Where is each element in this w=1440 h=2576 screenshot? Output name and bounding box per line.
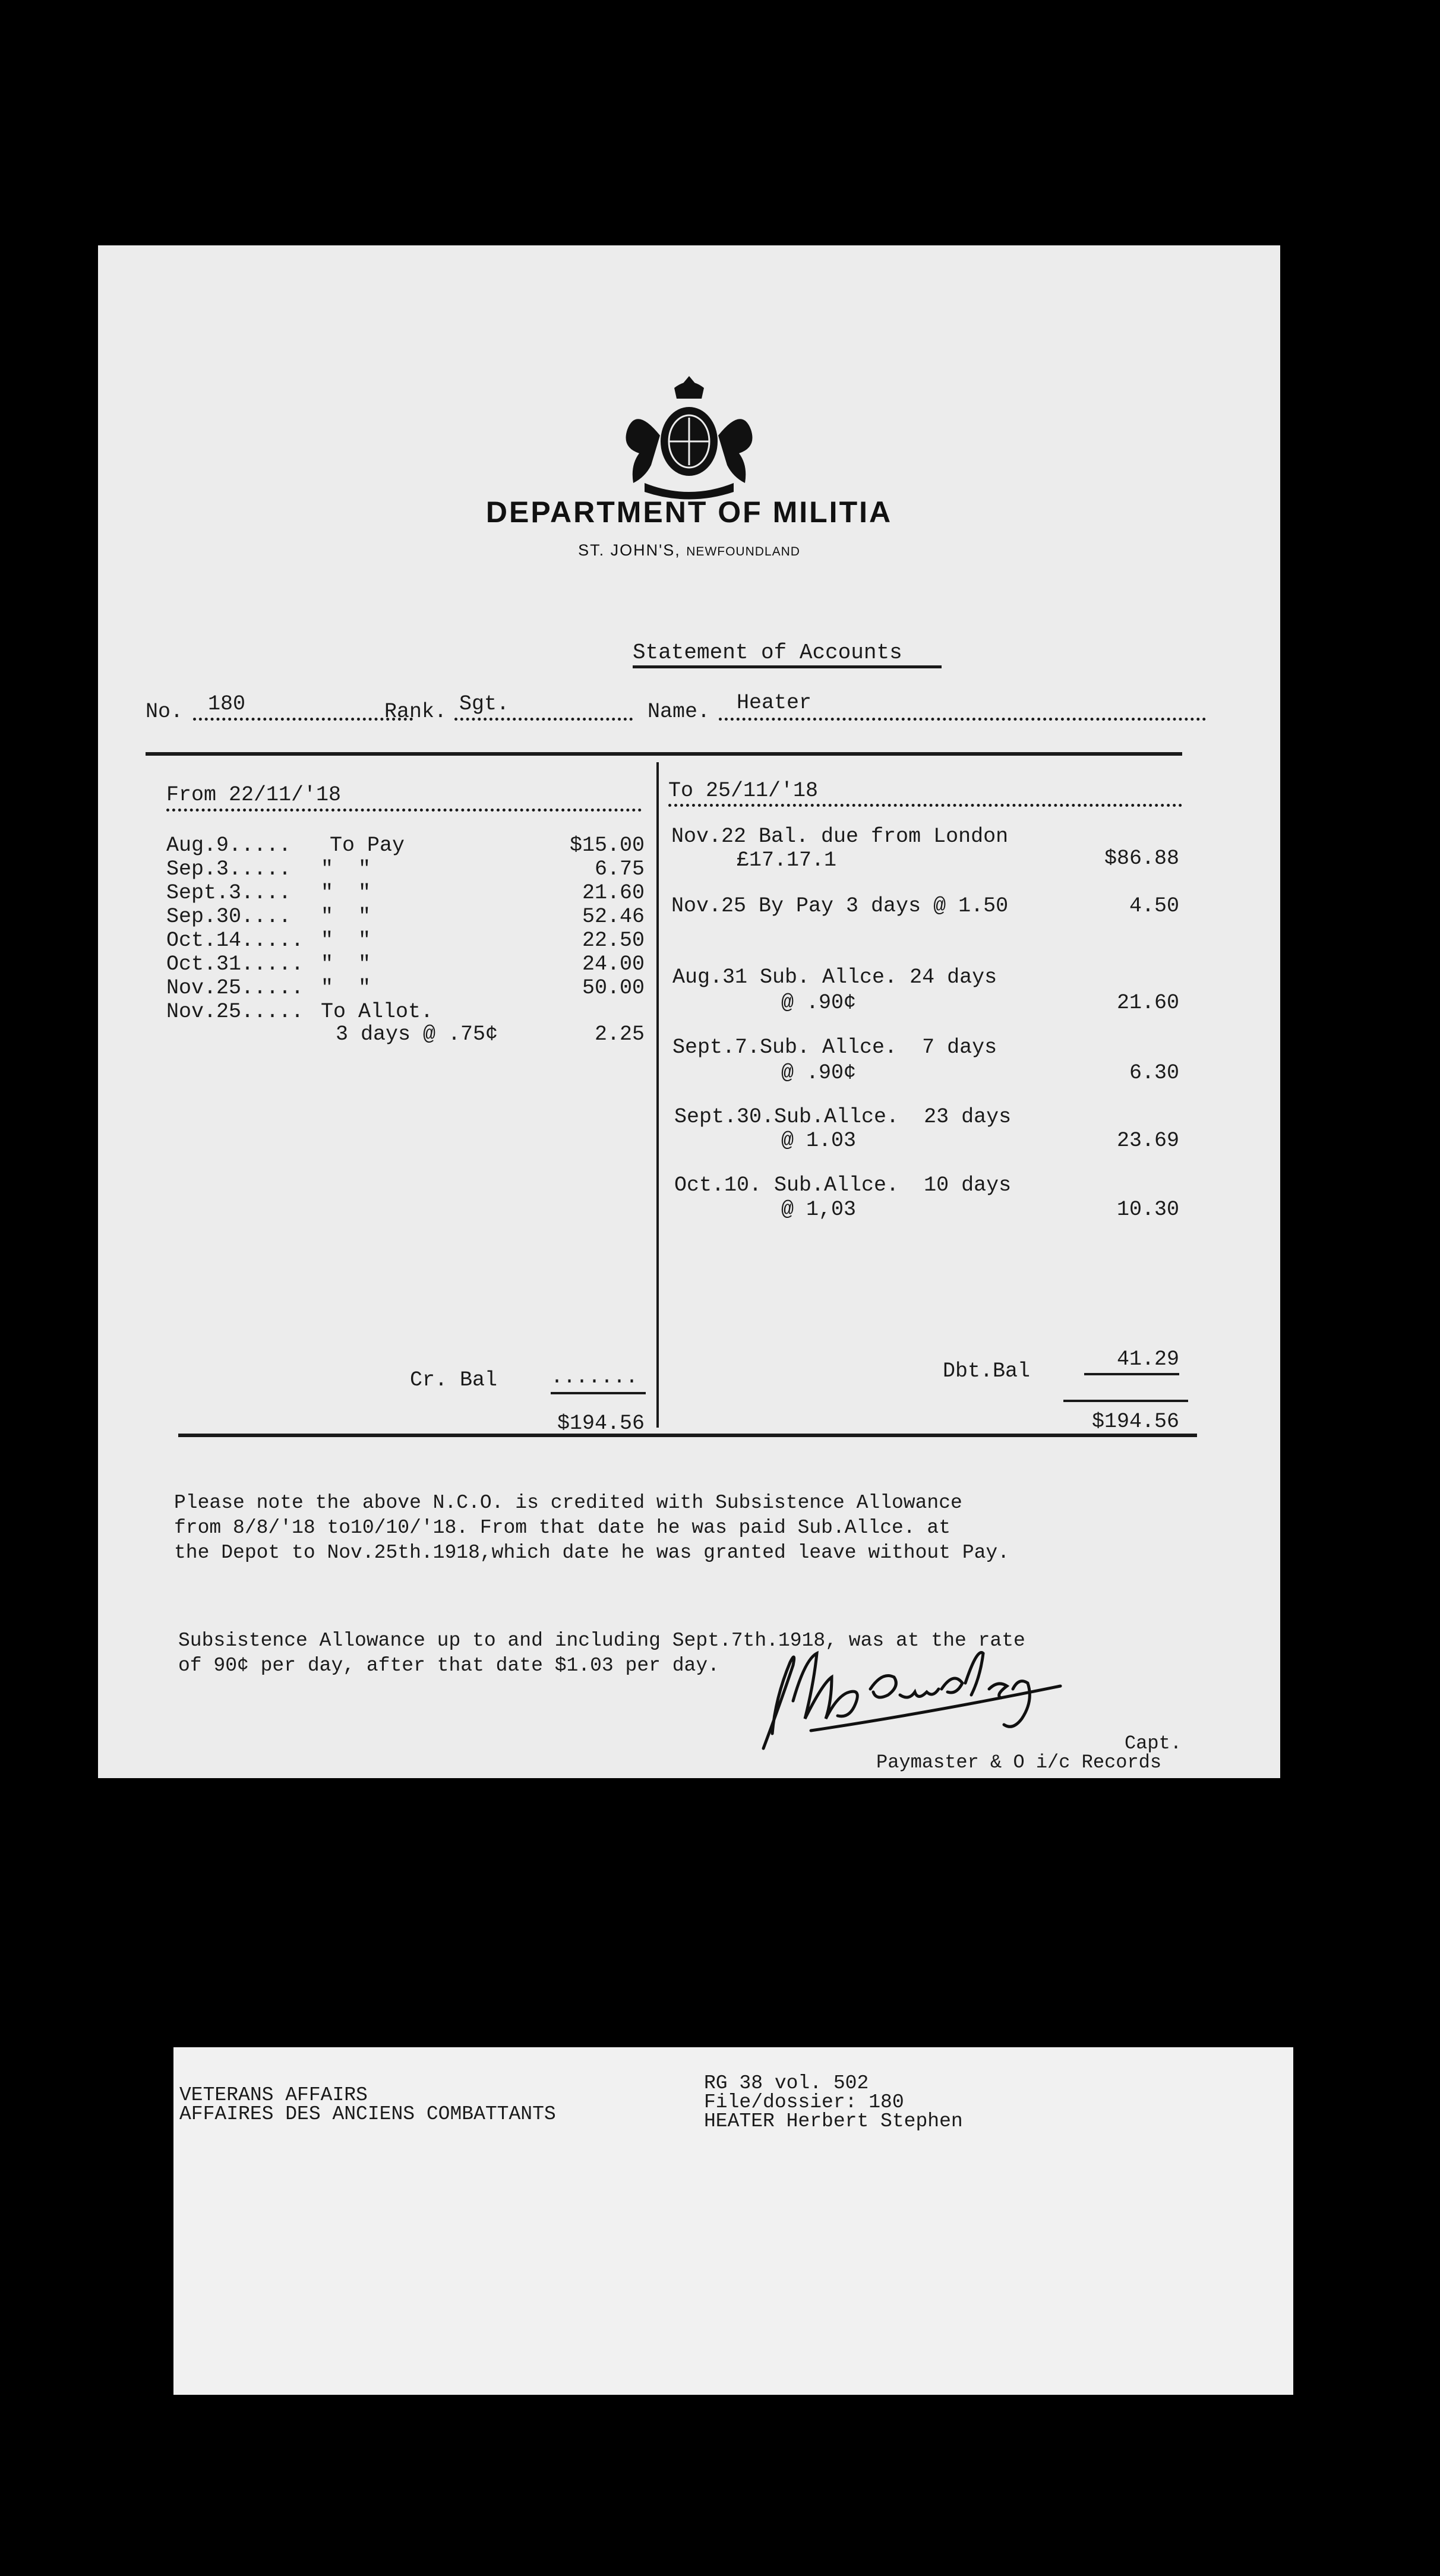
credit-line: Sept.30.Sub.Allce. 23 days — [674, 1105, 1012, 1129]
credit-subline: @ .90¢ — [781, 1061, 857, 1085]
rate-line: of 90¢ per day, after that date $1.03 per day. — [178, 1655, 719, 1677]
debit-date: Nov.25..... — [166, 976, 304, 1000]
statement-document — [98, 245, 1280, 1778]
credit-subline: @ .90¢ — [781, 991, 857, 1015]
ledger-bottom-rule — [178, 1434, 1197, 1437]
left-total: $194.56 — [557, 1412, 645, 1435]
rate-line: Subsistence Allowance up to and including Sept.7th.1918, was at the rate — [178, 1630, 1025, 1652]
right-total: $194.56 — [1091, 1410, 1179, 1434]
debit-desc: To Allot. — [321, 1000, 434, 1024]
name-dots — [719, 718, 1206, 721]
debit-desc: " " — [321, 857, 371, 881]
credit-amount: 4.50 — [1129, 894, 1179, 918]
debit-desc: " " — [321, 976, 371, 1000]
ledger-center-rule — [656, 762, 659, 1428]
archive-dept-fr: AFFAIRES DES ANCIENS COMBATTANTS — [179, 2103, 556, 2125]
from-label: From 22/11/'18 — [166, 783, 342, 807]
allot-line: 3 days @ .75¢ — [336, 1022, 498, 1046]
handwritten-signature — [751, 1630, 1084, 1754]
cr-bal-value: ....... — [551, 1365, 639, 1389]
department-title: DEPARTMENT OF MILITIA — [485, 495, 893, 529]
note-line: the Depot to Nov.25th.1918,which date he was granted leave without Pay. — [174, 1542, 1010, 1564]
debit-desc: " " — [321, 929, 371, 952]
debit-amount: $15.00 — [569, 834, 645, 857]
archive-record-group: RG 38 vol. 502 — [704, 2072, 869, 2094]
rank-dots — [454, 718, 633, 721]
debit-amount: 24.00 — [582, 952, 645, 976]
dbt-bal-value: 41.29 — [1116, 1347, 1179, 1371]
to-label: To 25/11/'18 — [668, 779, 819, 803]
city-text: ST. JOHN'S, — [578, 541, 681, 559]
credit-amount: $86.88 — [1104, 847, 1179, 870]
debit-amount: 22.50 — [582, 929, 645, 952]
debit-date: Oct.31..... — [166, 952, 304, 976]
archive-dept-en: VETERANS AFFAIRS — [179, 2084, 368, 2106]
signatory-rank: Capt. — [1125, 1732, 1182, 1754]
debit-amount: 50.00 — [582, 976, 645, 1000]
credit-amount: 10.30 — [1116, 1198, 1179, 1221]
debit-desc: To Pay — [330, 834, 405, 857]
region-text: NEWFOUNDLAND — [686, 545, 800, 558]
no-label: No. — [146, 700, 184, 724]
credit-subline: £17.17.1 — [737, 848, 837, 872]
cr-bal-underline — [551, 1392, 646, 1394]
debit-date: Sep.30.... — [166, 905, 292, 929]
signatory-title: Paymaster & O i/c Records — [876, 1751, 1162, 1773]
department-location — [98, 541, 1280, 560]
debit-date: Aug.9..... — [166, 834, 292, 857]
archive-label-card — [173, 2047, 1293, 2395]
credit-line: Oct.10. Sub.Allce. 10 days — [674, 1173, 1012, 1197]
rank-value: Sgt. — [459, 692, 510, 716]
name-label: Name. — [648, 700, 710, 724]
rank-label: Rank. — [384, 700, 447, 724]
archive-file: File/dossier: 180 — [704, 2091, 904, 2113]
credit-amount: 6.30 — [1129, 1061, 1179, 1085]
ledger-top-rule — [146, 752, 1182, 756]
allot-amount: 2.25 — [594, 1022, 645, 1046]
dbt-bal-label: Dbt.Bal — [943, 1359, 1031, 1383]
note-line: from 8/8/'18 to10/10/'18. From that date he was paid Sub.Allce. at — [174, 1517, 951, 1539]
total-overline — [1063, 1400, 1188, 1402]
dbt-bal-underline — [1084, 1373, 1179, 1375]
name-value: Heater — [737, 691, 812, 715]
debit-desc: " " — [321, 905, 371, 929]
heading-underline — [633, 665, 942, 668]
credit-line: Aug.31 Sub. Allce. 24 days — [672, 965, 997, 989]
debit-desc: " " — [321, 952, 371, 976]
from-dots — [166, 809, 642, 812]
no-value: 180 — [208, 692, 246, 716]
statement-heading: Statement of Accounts — [633, 640, 902, 665]
no-dots — [193, 718, 413, 721]
archive-person: HEATER Herbert Stephen — [704, 2110, 963, 2132]
debit-date: Oct.14..... — [166, 929, 304, 952]
debit-amount: 52.46 — [582, 905, 645, 929]
credit-subline: @ 1.03 — [781, 1129, 857, 1153]
debit-date: Sep.3..... — [166, 857, 292, 881]
credit-line: Sept.7.Sub. Allce. 7 days — [672, 1036, 997, 1059]
credit-line: Nov.25 By Pay 3 days @ 1.50 — [671, 894, 1009, 918]
debit-desc: " " — [321, 881, 371, 905]
to-dots — [668, 804, 1182, 807]
credit-amount: 21.60 — [1116, 991, 1179, 1015]
debit-amount: 21.60 — [582, 881, 645, 905]
royal-crest-icon — [603, 364, 775, 501]
credit-line: Nov.22 Bal. due from London — [671, 825, 1009, 848]
debit-date: Sept.3.... — [166, 881, 292, 905]
cr-bal-label: Cr. Bal — [410, 1368, 498, 1392]
debit-amount: 6.75 — [594, 857, 645, 881]
credit-subline: @ 1,03 — [781, 1198, 857, 1221]
credit-amount: 23.69 — [1116, 1129, 1179, 1153]
note-line: Please note the above N.C.O. is credited with Subsistence Allowance — [174, 1492, 962, 1514]
debit-date: Nov.25..... — [166, 1000, 304, 1024]
